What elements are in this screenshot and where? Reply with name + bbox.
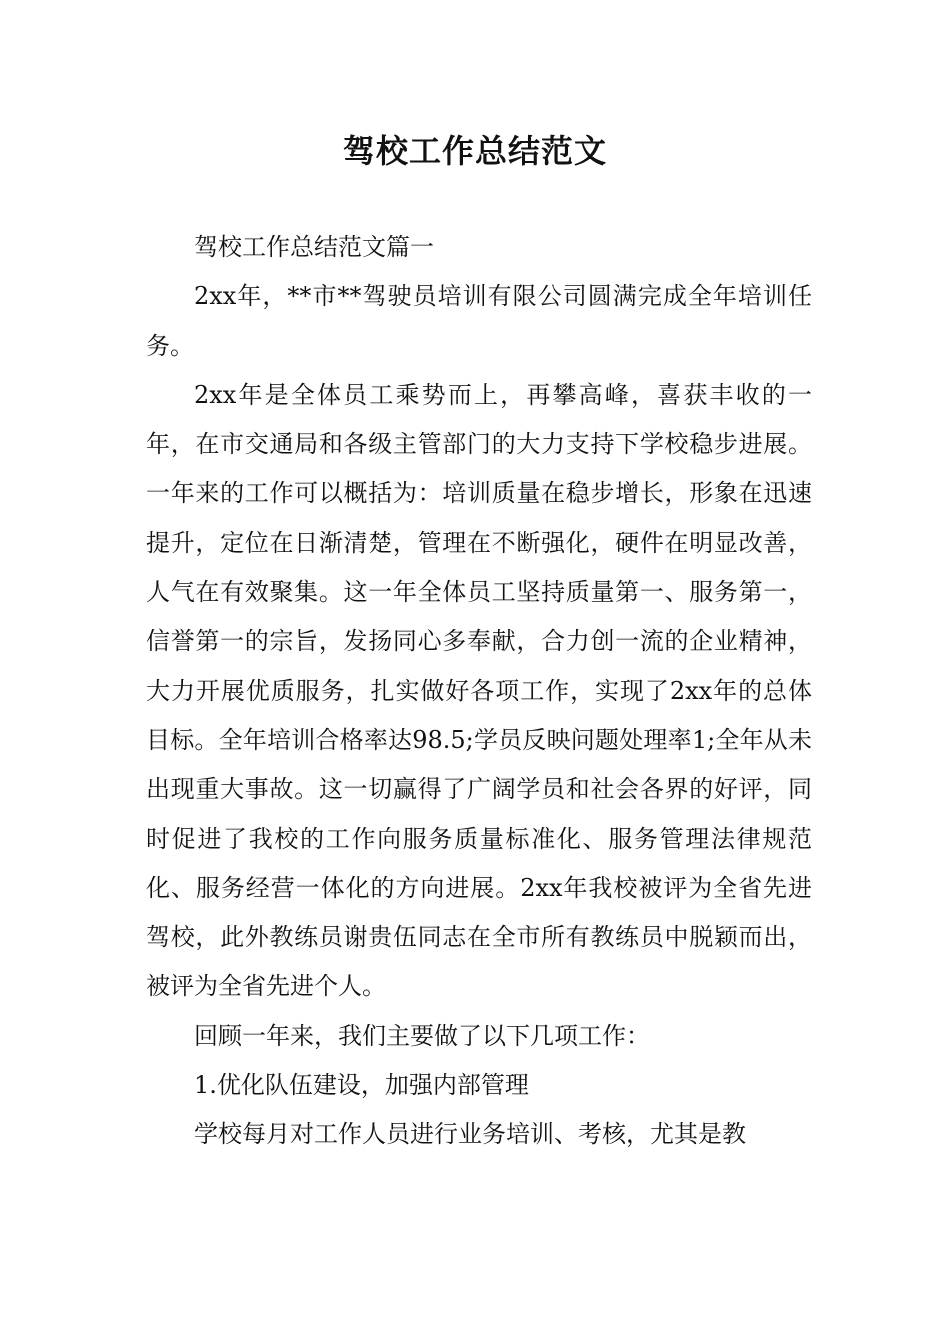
body-paragraph: 学校每月对工作人员进行业务培训、考核，尤其是教	[194, 1120, 746, 1149]
document-body	[146, 223, 812, 1160]
document-title: 驾校工作总结范文	[342, 132, 607, 170]
section-heading: 驾校工作总结范文篇一	[194, 233, 434, 261]
body-paragraph: 2xx年，**市**驾驶员培训有限公司圆满完成全年培训任务。	[146, 282, 812, 360]
subsection-heading: 1.优化队伍建设，加强内部管理	[194, 1071, 529, 1100]
body-paragraph: 2xx年是全体员工乘势而上，再攀高峰，喜获丰收的一年，在市交通局和各级主管部门的大力支持下学校稳步进展。一年来的工作可以概括为：培训质量在稳步增长，形象在迅速提升，定位在日渐清楚，管理在不断强化，硬件在明显改善，人气在有效聚集。这一年全体员工坚持质量第一、服务第一，信誉第一的宗旨，发扬同心多奉献，合力创一流的企业精神，大力开展优质服务，扎实做好各项工作，实现了2xx年的总体目标。全年培训合格率达98.5;学员反映问题处理率1;全年从未出现重大事故。这一切赢得了广阔学员和社会各界的好评，同时促进了我校的工作向服务质量标准化、服务管理法律规范化、服务经营一体化的方向进展。2xx年我校被评为全省先进驾校，此外教练员谢贵伍同志在全市所有教练员中脱颖而出，被评为全省先进个人。	[146, 380, 812, 1001]
body-paragraph: 回顾一年来，我们主要做了以下几项工作：	[194, 1021, 650, 1050]
